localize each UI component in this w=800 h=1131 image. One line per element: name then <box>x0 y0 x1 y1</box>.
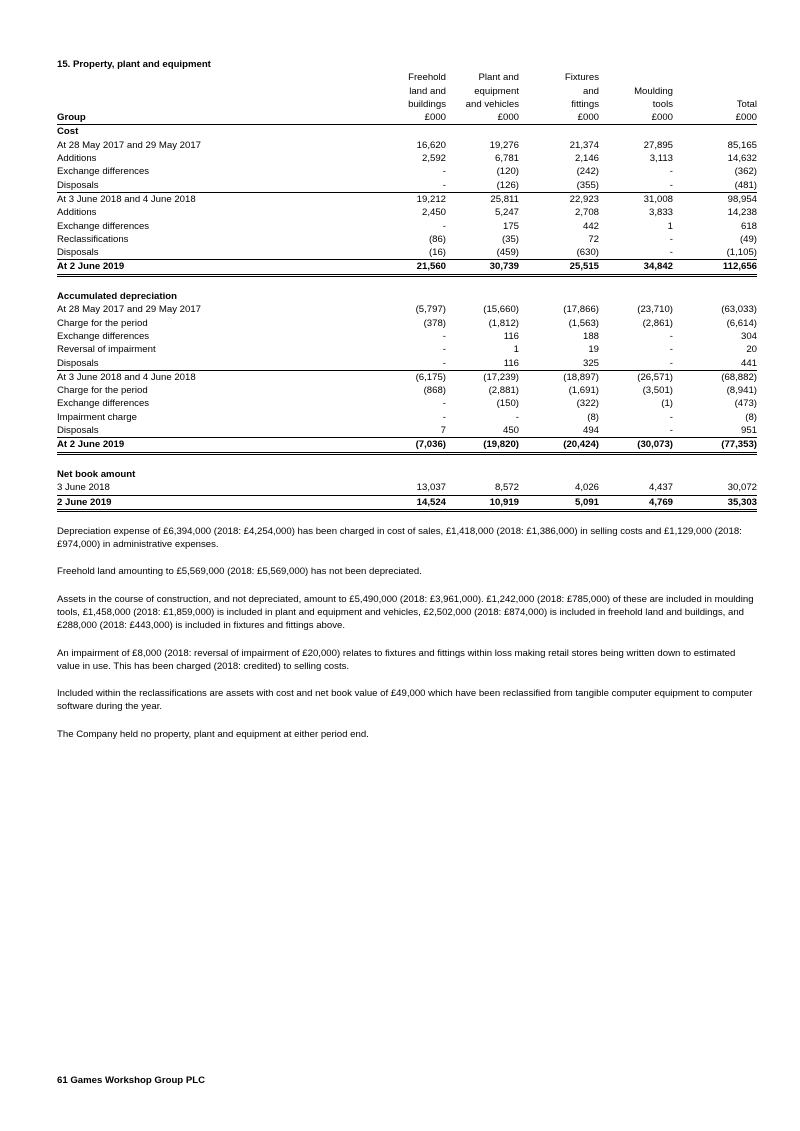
note-paragraph: Included within the reclassifications are assets with cost and net book value of £49,000 which have been reclassified from tangible computer equipment to computer software during the year. <box>57 688 753 713</box>
table-row: Exchange differences - (120) (242) - (362) <box>57 166 757 178</box>
table-row: Additions 2,450 5,247 2,708 3,833 14,238 <box>57 207 757 219</box>
nbv-heading-row <box>57 468 757 481</box>
table-row: Charge for the period (868) (2,881) (1,691) (3,501) (8,941) <box>57 385 757 397</box>
note-paragraph: An impairment of £8,000 (2018: reversal of impairment of £20,000) relates to fixtures and fittings within loss making retail stores being written down to estimated value in use. This has been charged (2018: credited) to selling costs. <box>57 647 736 672</box>
nbv-heading: Net book amount <box>57 468 136 480</box>
table-row: At 3 June 2018 and 4 June 2018 19,212 25,811 22,923 31,008 98,954 <box>57 193 757 205</box>
depreciation-heading-row <box>57 290 757 303</box>
table-row: Charge for the period (378) (1,812) (1,563) (2,861) (6,614) <box>57 317 757 329</box>
depreciation-heading: Accumulated depreciation <box>57 291 177 303</box>
note-paragraph: Assets in the course of construction, and not depreciated, amount to £5,490,000 (2018: £3,961,000). £1,242,000 (2018: £785,000) of these are included in moulding tools, £1,458,000 (2018: £1,859,000) is included in plant and equipment and vehicles, £2,502,000 (2018: £874,000) is included in freehold land and buildings, and £288,000 (2018: £443,000) is included in fixtures and fittings above. <box>57 593 754 632</box>
header-row-4: Group £000 £000 £000 £000 £000 <box>57 112 757 124</box>
cost-heading: Cost <box>57 126 79 138</box>
header-row-1: Freehold Plant and Fixtures <box>408 72 599 84</box>
ppe-table <box>57 71 757 512</box>
table-row: Disposals (16) (459) (630) - (1,105) <box>57 247 757 259</box>
page-footer: 61 Games Workshop Group PLC <box>57 1075 206 1086</box>
table-row: At 3 June 2018 and 4 June 2018 (6,175) (17,239) (18,897) (26,571) (68,882) <box>57 371 757 383</box>
cost-total-row: At 2 June 2019 21,560 30,739 25,515 34,842 112,656 <box>57 260 757 275</box>
table-row: At 28 May 2017 and 29 May 2017 (5,797) (15,660) (17,866) (23,710) (63,033) <box>57 304 757 316</box>
table-row: Reclassifications (86) (35) 72 - (49) <box>57 233 757 245</box>
table-row: 3 June 2018 13,037 8,572 4,026 4,437 30,072 <box>57 482 757 494</box>
table-row: Exchange differences - (150) (322) (1) (473) <box>57 398 757 410</box>
nbv-total-row: 2 June 2019 14,524 10,919 5,091 4,769 35,303 <box>57 495 757 510</box>
table-row: At 28 May 2017 and 29 May 2017 16,620 19,276 21,374 27,895 85,165 <box>57 139 757 151</box>
note-paragraph: The Company held no property, plant and equipment at either period end. <box>57 728 369 740</box>
notes-section <box>57 525 757 741</box>
table-row: Impairment charge - - (8) - (8) <box>57 411 757 423</box>
table-row: Exchange differences - 175 442 1 618 <box>57 220 757 232</box>
depreciation-total-row: At 2 June 2019 (7,036) (19,820) (20,424) (30,073) (77,353) <box>57 438 757 453</box>
table-row: Additions 2,592 6,781 2,146 3,113 14,632 <box>57 153 757 165</box>
table-row: Disposals - 116 325 - 441 <box>57 357 757 369</box>
group-label: Group <box>57 111 396 125</box>
table-row: Disposals - (126) (355) - (481) <box>57 179 757 191</box>
cost-heading-row <box>57 125 757 139</box>
table-row: Disposals 7 450 494 - 951 <box>57 425 757 437</box>
header-row-3: buildings and vehicles fittings tools Total <box>408 98 757 110</box>
document-page <box>57 58 757 741</box>
header-row-2: land and equipment and Moulding <box>409 85 673 97</box>
note-paragraph: Depreciation expense of £6,394,000 (2018: £4,254,000) has been charged in cost of sales, £1,418,000 (2018: £1,386,000) in selling costs and £1,129,000 (2018: £974,000) in administrative expenses. <box>57 525 742 551</box>
table-row: Exchange differences - 116 188 - 304 <box>57 330 757 342</box>
table-row: Reversal of impairment - 1 19 - 20 <box>57 344 757 356</box>
section-title: 15. Property, plant and equipment <box>57 59 211 70</box>
note-paragraph: Freehold land amounting to £5,569,000 (2018: £5,569,000) has not been depreciated. <box>57 566 422 578</box>
